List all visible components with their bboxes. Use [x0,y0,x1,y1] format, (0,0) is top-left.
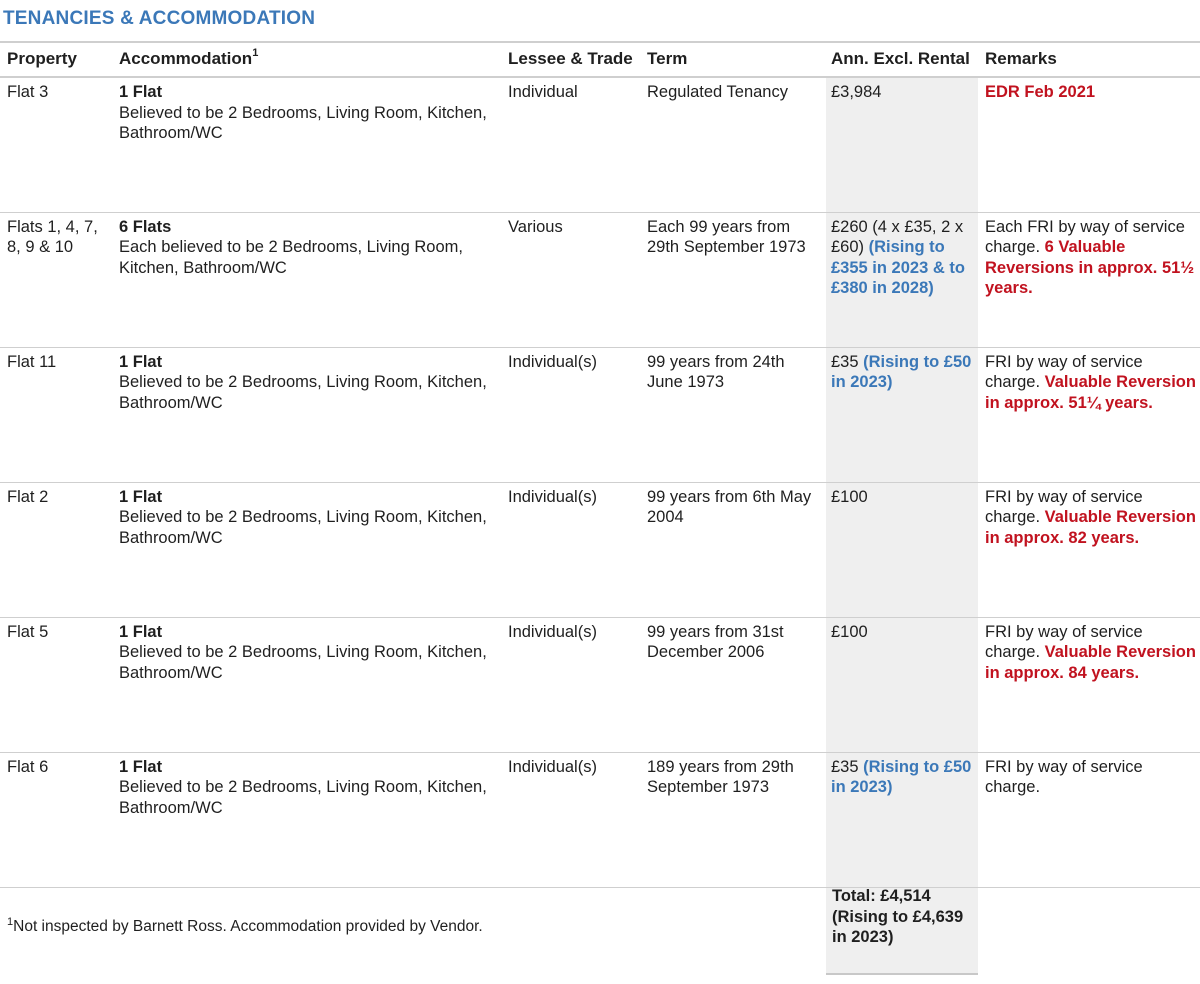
rent-value: £35 [831,352,859,371]
cell-rental [824,482,978,617]
cell-rental [824,212,978,347]
col-header-lessee: Lessee & Trade [501,42,640,77]
cell-term: 189 years from 29th September 1973 [640,752,824,887]
col-header-accommodation-label: Accommodation [119,49,253,68]
rental-total: Total: £4,514 (Rising to £4,639 in 2023) [832,887,964,946]
cell-accommodation [112,77,501,212]
cell-lessee: Individual(s) [501,482,640,617]
accommodation-desc: Believed to be 2 Bedrooms, Living Room, Kitchen, Bathroom/WC [119,778,487,817]
remark-text: FRI by way of service charge. [985,352,1143,391]
cell-remarks [978,752,1200,887]
cell-property: Flat 6 [0,752,112,887]
cell-property: Flat 5 [0,617,112,752]
footnote [7,918,483,936]
accommodation-desc: Believed to be 2 Bedrooms, Living Room, Kitchen, Bathroom/WC [119,643,487,682]
accommodation-desc: Believed to be 2 Bedrooms, Living Room, Kitchen, Bathroom/WC [119,508,487,547]
accommodation-title: 1 Flat [119,83,163,101]
cell-accommodation [112,212,501,347]
remark-highlight: Valuable Reversion in approx. 82 years. [985,508,1196,547]
cell-remarks [978,212,1200,347]
remark-highlight: Valuable Reversion in approx. 84 years. [985,643,1196,682]
rent-value: £35 [831,757,859,776]
remark-text: Each FRI by way of service charge. [985,217,1185,256]
remark-highlight: EDR Feb 2021 [985,83,1096,101]
col-header-property: Property [0,42,112,77]
cell-rental [824,347,978,482]
table-row [0,347,1200,482]
remark-highlight: 6 Valuable Reversions in approx. 51½ years. [985,238,1195,297]
remark-text: FRI by way of service charge. [985,757,1143,796]
accommodation-title: 6 Flats [119,217,172,236]
cell-term: 99 years from 24th June 1973 [640,347,824,482]
section-title: TENANCIES & ACCOMMODATION [3,8,316,29]
accommodation-desc: Believed to be 2 Bedrooms, Living Room, Kitchen, Bathroom/WC [119,373,487,412]
cell-lessee: Individual(s) [501,347,640,482]
rent-note: (Rising to £50 in 2023) [831,757,972,796]
cell-lessee: Various [501,212,640,347]
tenancies-table [0,41,1200,888]
cell-accommodation [112,347,501,482]
cell-property: Flats 1, 4, 7, 8, 9 & 10 [0,212,112,347]
col-header-rental: Ann. Excl. Rental [824,42,978,77]
footnote-marker: 1 [7,916,14,928]
cell-lessee: Individual(s) [501,617,640,752]
rent-note: (Rising to £355 in 2023 & to £380 in 2028) [831,238,965,297]
cell-property: Flat 11 [0,347,112,482]
accommodation-title: 1 Flat [119,622,163,641]
cell-rental [824,752,978,887]
rental-column-underline [826,973,978,975]
table-row [0,482,1200,617]
cell-remarks [978,617,1200,752]
cell-lessee: Individual(s) [501,752,640,887]
cell-accommodation [112,617,501,752]
accommodation-title: 1 Flat [119,352,163,371]
footnote-ref: 1 [252,47,259,59]
col-header-term: Term [640,42,824,77]
rent-value: £100 [831,622,868,641]
rent-value: £3,984 [831,83,882,101]
cell-remarks [978,77,1200,212]
cell-term: Each 99 years from 29th September 1973 [640,212,824,347]
cell-term: 99 years from 6th May 2004 [640,482,824,617]
cell-property: Flat 3 [0,77,112,212]
footnote-text: Not inspected by Barnett Ross. Accommodation provided by Vendor. [13,918,483,935]
cell-property: Flat 2 [0,482,112,617]
table-row [0,212,1200,347]
cell-lessee: Individual [501,77,640,212]
table-row [0,77,1200,212]
accommodation-desc: Believed to be 2 Bedrooms, Living Room, Kitchen, Bathroom/WC [119,103,487,142]
accommodation-title: 1 Flat [119,757,163,776]
rent-note: (Rising to £50 in 2023) [831,352,972,391]
cell-rental [824,77,978,212]
table-header-row [0,42,1200,77]
remark-text: FRI by way of service charge. [985,487,1143,526]
cell-rental [824,617,978,752]
col-header-accommodation [112,42,501,77]
remark-highlight: Valuable Reversion in approx. 51¼ years. [985,373,1196,412]
table-row [0,752,1200,887]
col-header-remarks: Remarks [978,42,1200,77]
accommodation-desc: Each believed to be 2 Bedrooms, Living Room, Kitchen, Bathroom/WC [119,238,463,277]
cell-remarks [978,347,1200,482]
cell-remarks [978,482,1200,617]
cell-accommodation [112,752,501,887]
cell-term: 99 years from 31st December 2006 [640,617,824,752]
cell-accommodation [112,482,501,617]
table-row [0,617,1200,752]
cell-term: Regulated Tenancy [640,77,824,212]
rent-value: £100 [831,487,868,506]
rent-value: £260 (4 x £35, 2 x £60) [831,217,964,256]
remark-text: FRI by way of service charge. [985,622,1143,661]
accommodation-title: 1 Flat [119,487,163,506]
